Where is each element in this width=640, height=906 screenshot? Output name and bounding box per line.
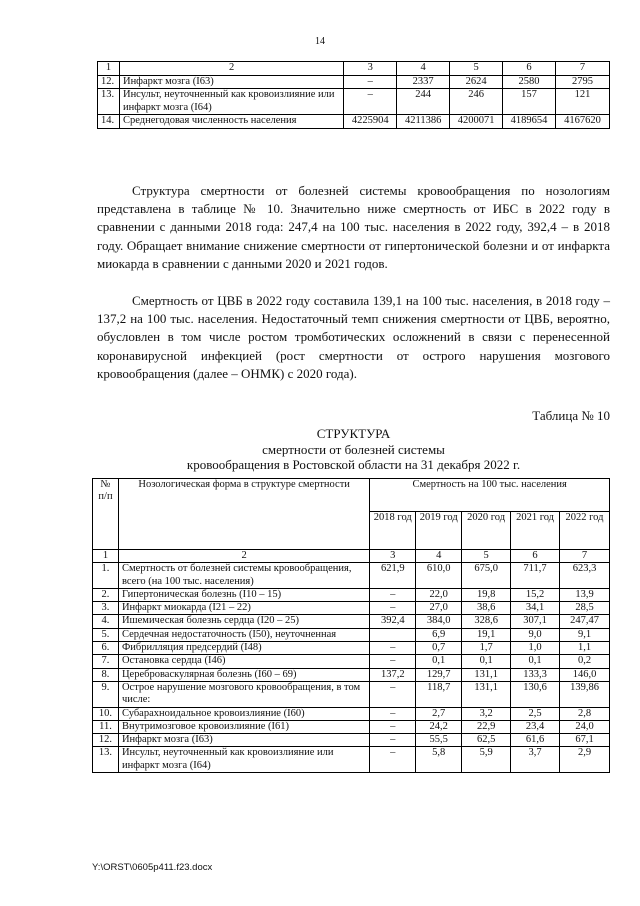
- cell-value: 22,0: [416, 588, 462, 601]
- col-number: 3: [370, 550, 416, 563]
- row-label: Фибрилляция предсердий (I48): [118, 642, 369, 655]
- table-row: [93, 615, 610, 628]
- body-paragraph: Смертность от ЦВБ в 2022 году составила 139,1 на 100 тыс. населения, в 2018 году – 137,2 на 100 тыс. населения. Недостаточный темп снижения смертности от ЦВБ, вероятно, обусловлен в том числе ростом тромботических осложнений в связи с перенесенной коронавирусной инфекцией (рост смертности от острого нарушения мозгового кровообращения (далее – ОНМК) с 2020 года).: [97, 293, 610, 381]
- cell-value: 5,8: [416, 747, 462, 773]
- row-label: Гипертоническая болезнь (I10 – 15): [118, 588, 369, 601]
- cell-value: –: [370, 602, 416, 615]
- table-row: [93, 588, 610, 601]
- cell-value: 2580: [503, 75, 556, 89]
- cell-value: 0,1: [462, 655, 511, 668]
- row-number: 13.: [93, 747, 119, 773]
- col-number: 1: [93, 550, 119, 563]
- cell-value: 13,9: [560, 588, 610, 601]
- table-header-row: [93, 479, 610, 512]
- body-paragraph: Структура смертности от болезней системы кровообращения по нозологиям представлена в таблице № 10. Значительно ниже смертность от ИБС в 2022 году в сравнении с данными 2018 года: 247,4 на 100 тыс. населения в 2022 году, 392,4 – в 2018 году. Обращает внимание снижение смертности от гипертонической болезни и от инфаркта миокарда в сравнении с данными 2020 и 2021 годов.: [97, 183, 610, 271]
- cell-value: 9,0: [511, 628, 560, 641]
- cell-value: 131,1: [462, 681, 511, 707]
- row-label: Внутримозговое кровоизлияние (I61): [118, 720, 369, 733]
- cell-value: 24,0: [560, 720, 610, 733]
- col-number: 6: [503, 62, 556, 76]
- col-number: 2: [118, 550, 369, 563]
- cell-value: 711,7: [511, 563, 560, 589]
- col-number: 7: [556, 62, 610, 76]
- cell-value: 19,8: [462, 588, 511, 601]
- cell-value: 2795: [556, 75, 610, 89]
- col-number: 3: [344, 62, 397, 76]
- col-number: 4: [416, 550, 462, 563]
- row-number: 6.: [93, 642, 119, 655]
- table-header-row: [98, 62, 610, 76]
- cell-value: 129,7: [416, 668, 462, 681]
- table-row: [93, 642, 610, 655]
- table-title-line: СТРУКТУРА: [316, 426, 391, 441]
- row-label: Острое нарушение мозгового кровообращения, в том числе:: [118, 681, 369, 707]
- row-number: 7.: [93, 655, 119, 668]
- cell-value: 1,7: [462, 642, 511, 655]
- row-number: 8.: [93, 668, 119, 681]
- table-row: [93, 602, 610, 615]
- cell-value: 139,86: [560, 681, 610, 707]
- table-row: [93, 628, 610, 641]
- row-number: 13.: [98, 89, 120, 115]
- table-row: [93, 655, 610, 668]
- row-number: 2.: [93, 588, 119, 601]
- cell-value: 133,3: [511, 668, 560, 681]
- header-year: 2019 год: [416, 512, 462, 550]
- cell-value: 4211386: [397, 115, 450, 129]
- header-group: Смертность на 100 тыс. населения: [370, 479, 610, 512]
- col-number: 7: [560, 550, 610, 563]
- cell-value: 34,1: [511, 602, 560, 615]
- row-number: 12.: [98, 75, 120, 89]
- row-number: 10.: [93, 707, 119, 720]
- cell-value: 3,7: [511, 747, 560, 773]
- table-row: [93, 720, 610, 733]
- table-row: [93, 707, 610, 720]
- cell-value: 28,5: [560, 602, 610, 615]
- cell-value: 307,1: [511, 615, 560, 628]
- table-row: [93, 747, 610, 773]
- cell-value: 118,7: [416, 681, 462, 707]
- table-row: [98, 89, 610, 115]
- table-row: [93, 668, 610, 681]
- cell-value: 2624: [450, 75, 503, 89]
- cell-value: 2,8: [560, 707, 610, 720]
- cell-value: 0,1: [416, 655, 462, 668]
- col-number: 4: [397, 62, 450, 76]
- table-row: [98, 115, 610, 129]
- table-row: [98, 75, 610, 89]
- row-number: 12.: [93, 734, 119, 747]
- cell-value: 392,4: [370, 615, 416, 628]
- cell-value: 19,1: [462, 628, 511, 641]
- cell-value: 61,6: [511, 734, 560, 747]
- cell-value: –: [344, 75, 397, 89]
- cell-value: –: [370, 655, 416, 668]
- cell-value: [370, 628, 416, 641]
- row-number: 4.: [93, 615, 119, 628]
- table-colnum-row: [93, 550, 610, 563]
- cell-value: –: [370, 642, 416, 655]
- row-number: 3.: [93, 602, 119, 615]
- row-label: Смертность от болезней системы кровообращения, всего (на 100 тыс. населения): [118, 563, 369, 589]
- col-number: 1: [98, 62, 120, 76]
- cell-value: 2337: [397, 75, 450, 89]
- cell-value: 4189654: [503, 115, 556, 129]
- cell-value: 0,2: [560, 655, 610, 668]
- cell-value: 675,0: [462, 563, 511, 589]
- cell-value: 2,9: [560, 747, 610, 773]
- cell-value: 0,7: [416, 642, 462, 655]
- cell-value: 38,6: [462, 602, 511, 615]
- table-title-line: смертности от болезней системы: [262, 441, 445, 457]
- header-name: Нозологическая форма в структуре смертности: [118, 479, 369, 550]
- cell-value: 610,0: [416, 563, 462, 589]
- cell-value: 130,6: [511, 681, 560, 707]
- cell-value: 157: [503, 89, 556, 115]
- row-label: Ишемическая болезнь сердца (I20 – 25): [118, 615, 369, 628]
- cell-value: 27,0: [416, 602, 462, 615]
- header-year: 2020 год: [462, 512, 511, 550]
- table-row: [93, 734, 610, 747]
- cell-value: –: [344, 89, 397, 115]
- cell-value: 4225904: [344, 115, 397, 129]
- cell-value: –: [370, 747, 416, 773]
- cell-value: 55,5: [416, 734, 462, 747]
- cell-value: 9,1: [560, 628, 610, 641]
- row-label: Среднегодовая численность населения: [119, 115, 343, 129]
- row-label: Инфаркт мозга (I63): [119, 75, 343, 89]
- row-label: Сердечная недостаточность (I50), неуточненная: [118, 628, 369, 641]
- table-row: [93, 563, 610, 589]
- row-label: Инсульт, неуточненный как кровоизлияние или инфаркт мозга (I64): [118, 747, 369, 773]
- col-number: 2: [119, 62, 343, 76]
- cell-value: 3,2: [462, 707, 511, 720]
- cell-value: 0,1: [511, 655, 560, 668]
- cell-value: 22,9: [462, 720, 511, 733]
- table-title: [97, 426, 610, 473]
- row-label: Остановка сердца (I46): [118, 655, 369, 668]
- row-number: 11.: [93, 720, 119, 733]
- row-label: Инфаркт мозга (I63): [118, 734, 369, 747]
- cell-value: 4200071: [450, 115, 503, 129]
- cell-value: 15,2: [511, 588, 560, 601]
- row-label: Инфаркт миокарда (I21 – 22): [118, 602, 369, 615]
- cell-value: 384,0: [416, 615, 462, 628]
- cell-value: 121: [556, 89, 610, 115]
- cell-value: 2,5: [511, 707, 560, 720]
- cell-value: 6,9: [416, 628, 462, 641]
- col-number: 5: [450, 62, 503, 76]
- cell-value: 137,2: [370, 668, 416, 681]
- cell-value: 24,2: [416, 720, 462, 733]
- header-year: 2022 год: [560, 512, 610, 550]
- cell-value: 246: [450, 89, 503, 115]
- col-number: 6: [511, 550, 560, 563]
- header-number: № п/п: [93, 479, 119, 550]
- cell-value: 2,7: [416, 707, 462, 720]
- mortality-structure-table: [92, 478, 610, 773]
- file-path-footer: Y:\ORST\0605p411.f23.docx: [92, 862, 213, 873]
- row-number: 1.: [93, 563, 119, 589]
- cell-value: 62,5: [462, 734, 511, 747]
- cell-value: 328,6: [462, 615, 511, 628]
- cell-value: 247,47: [560, 615, 610, 628]
- cell-value: 244: [397, 89, 450, 115]
- header-year: 2021 год: [511, 512, 560, 550]
- row-label: Субарахноидальное кровоизлияние (I60): [118, 707, 369, 720]
- cell-value: 1,0: [511, 642, 560, 655]
- row-number: 9.: [93, 681, 119, 707]
- top-table: [97, 61, 610, 129]
- cell-value: 5,9: [462, 747, 511, 773]
- cell-value: 1,1: [560, 642, 610, 655]
- cell-value: 621,9: [370, 563, 416, 589]
- row-number: 5.: [93, 628, 119, 641]
- table-title-line: кровообращения в Ростовской области на 31 декабря 2022 г.: [186, 457, 521, 472]
- cell-value: –: [370, 720, 416, 733]
- cell-value: 146,0: [560, 668, 610, 681]
- table-row: [93, 681, 610, 707]
- header-year: 2018 год: [370, 512, 416, 550]
- cell-value: 623,3: [560, 563, 610, 589]
- page-number: 14: [315, 36, 325, 47]
- cell-value: –: [370, 734, 416, 747]
- cell-value: –: [370, 707, 416, 720]
- cell-value: –: [370, 588, 416, 601]
- cell-value: –: [370, 681, 416, 707]
- table-label: Таблица № 10: [532, 408, 610, 423]
- row-number: 14.: [98, 115, 120, 129]
- row-label: Цереброваскулярная болезнь (I60 – 69): [118, 668, 369, 681]
- cell-value: 23,4: [511, 720, 560, 733]
- cell-value: 67,1: [560, 734, 610, 747]
- cell-value: 131,1: [462, 668, 511, 681]
- row-label: Инсульт, неуточненный как кровоизлияние или инфаркт мозга (I64): [119, 89, 343, 115]
- col-number: 5: [462, 550, 511, 563]
- cell-value: 4167620: [556, 115, 610, 129]
